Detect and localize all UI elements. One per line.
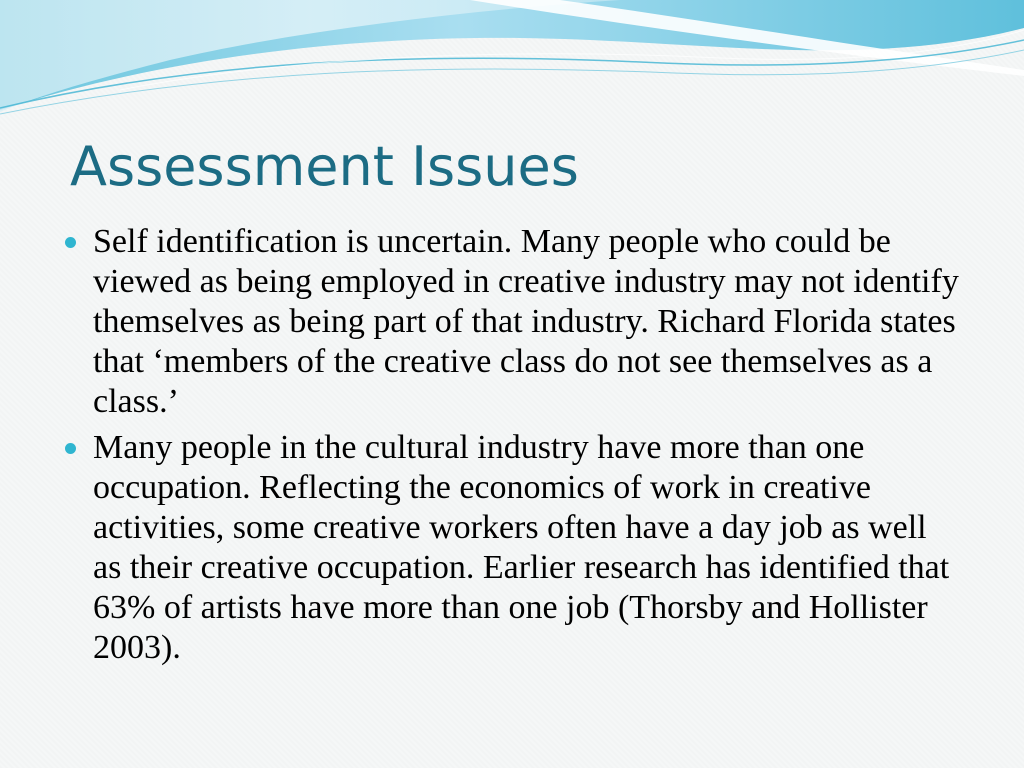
bullet-text: Self identification is uncertain. Many people who could be viewed as being employed in creative industry may not identify themselves as being part of that industry. Richard Florida states that ‘members of the creative class do not see themselves as a class.’ xyxy=(93,223,959,420)
header-wave-decoration xyxy=(0,0,1024,130)
bullet-icon xyxy=(65,237,76,248)
bullet-text: Many people in the cultural industry have more than one occupation. Reflecting the economics of work in creative activities, some creative workers often have a day job as well as their creative occupation. Earlier research has identified that 63% of artists have more than one job (Thorsby and Hollister 2003). xyxy=(93,429,950,666)
bullet-list xyxy=(62,222,962,674)
bullet-item xyxy=(62,428,962,668)
slide-title: Assessment Issues xyxy=(70,135,579,198)
bullet-icon xyxy=(65,443,76,454)
bullet-item xyxy=(62,222,962,422)
